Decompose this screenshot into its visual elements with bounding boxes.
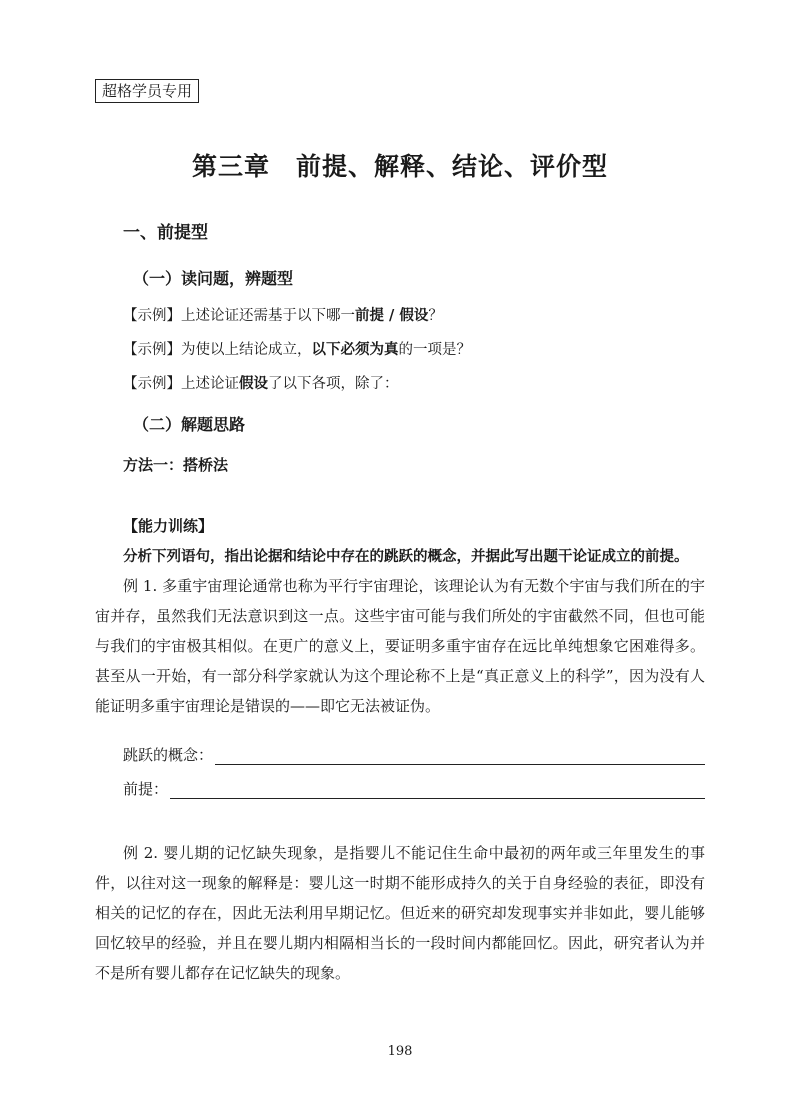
page-number: 198 bbox=[387, 1044, 413, 1059]
example-line-2: 【示例】为使以上结论成立，以下必须为真的一项是？ bbox=[123, 341, 471, 358]
jump-concept-blank[interactable] bbox=[215, 746, 705, 765]
subsection-title-1: （一）读问题，辨题型 bbox=[133, 269, 294, 288]
example-1-paragraph: 例 1. 多重宇宙理论通常也称为平行宇宙理论，该理论认为有无数个宇宙与我们所在的宇宙并存，虽然我们无法意识到这一点。这些宇宙可能与我们所处的宇宙截然不同，但也可能与我们的宇宙极其相似。在更广的意义上，要证明多重宇宙存在远比单纯想象它困难得多。甚至从一开始，有一部分科学家就认为这个理论称不上是“真正意义上的科学”，因为没有人能证明多重宇宙理论是错误的——即它无法被证伪。 bbox=[95, 577, 705, 715]
example-line-3: 【示例】上述论证假设了以下各项，除了： bbox=[123, 375, 399, 392]
premise-row bbox=[123, 778, 705, 799]
header-tag: 超格学员专用 bbox=[95, 79, 199, 103]
example-line-1: 【示例】上述论证还需基于以下哪一前提 / 假设？ bbox=[123, 307, 443, 324]
premise-label: 前提： bbox=[123, 780, 169, 798]
example-2-paragraph: 例 2. 婴儿期的记忆缺失现象，是指婴儿不能记住生命中最初的两年或三年里发生的事件，以往对这一现象的解释是：婴儿这一时期不能形成持久的关于自身经验的表征，即没有相关的记忆的存在，因此无法利用早期记忆。但近来的研究却发现事实并非如此，婴儿能够回忆较早的经验，并且在婴儿期内相隔相当长的一段时间内都能回忆。因此，研究者认为并不是所有婴儿都存在记忆缺失的现象。 bbox=[95, 844, 705, 982]
premise-blank[interactable] bbox=[170, 780, 705, 799]
jump-concept-label: 跳跃的概念： bbox=[123, 746, 214, 764]
section-title: 一、前提型 bbox=[123, 223, 208, 243]
training-instruction: 分析下列语句，指出论据和结论中存在的跳跃的概念，并据此写出题干论证成立的前提。 bbox=[123, 548, 689, 565]
method-title: 方法一：搭桥法 bbox=[123, 456, 229, 474]
training-title: 【能力训练】 bbox=[123, 517, 214, 535]
chapter-title: 第三章 前提、解释、结论、评价型 bbox=[191, 152, 608, 181]
jump-concept-row bbox=[123, 744, 705, 765]
subsection-title-2: （二）解题思路 bbox=[133, 415, 246, 434]
